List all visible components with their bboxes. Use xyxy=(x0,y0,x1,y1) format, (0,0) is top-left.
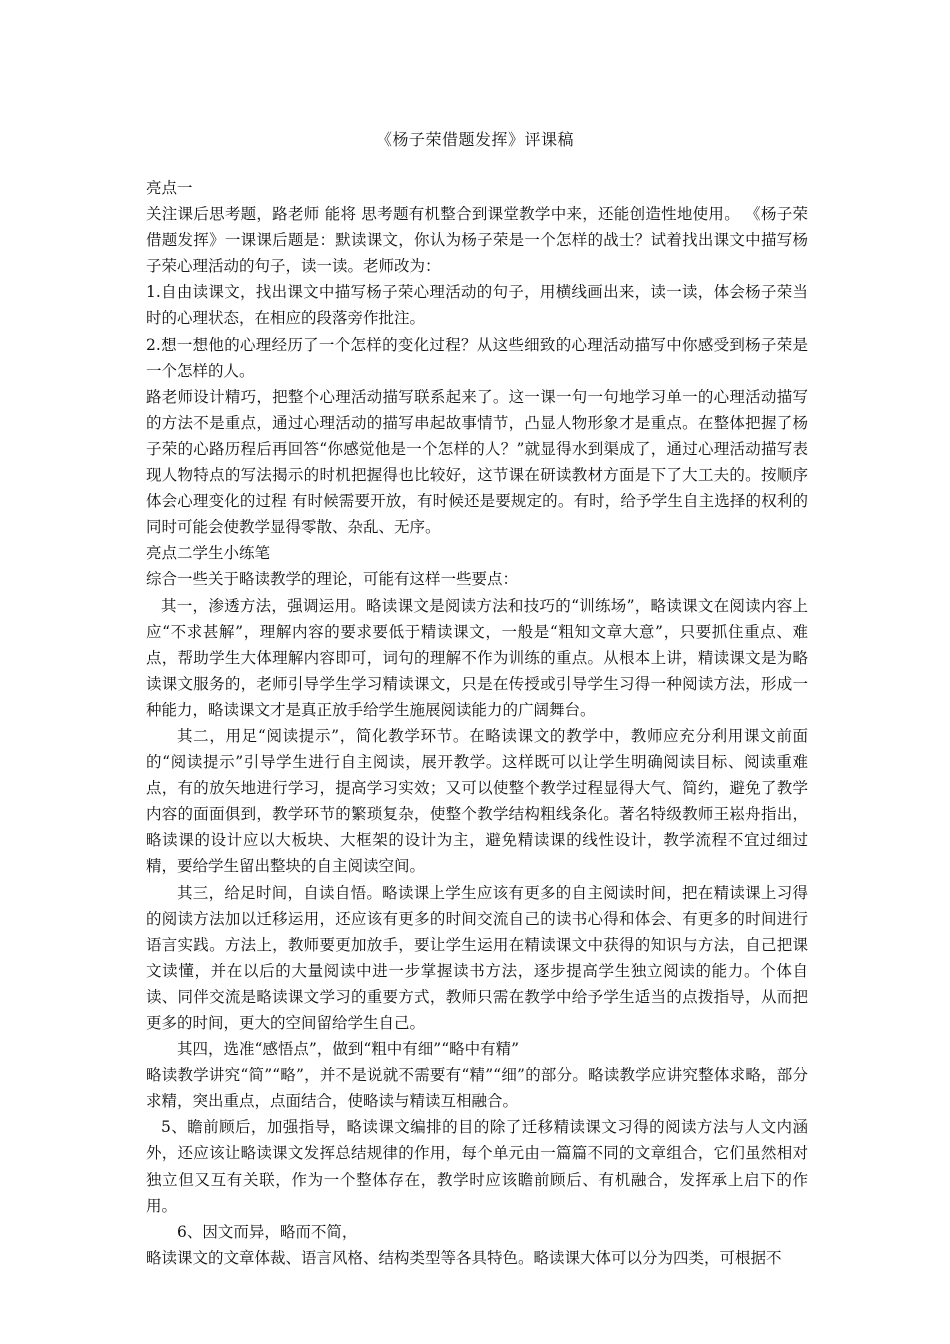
paragraph: 其一，渗透方法，强调运用。略读课文是阅读方法和技巧的“训练场”，略读课文在阅读内容上应“不求甚解”，理解内容的要求要低于精读课文，一般是“粗知文章大意”，只要抓住重点、难点，帮助学生大体理解内容即可，词句的理解不作为训练的重点。从根本上讲，精读课文是为略读课文服务的，老师引导学生学习精读课文，只是在传授或引导学生习得一种阅读方法，形成一种能力，略读课文才是真正放手给学生施展阅读能力的广阔舞台。 xyxy=(146,596,808,719)
heading-highlight-one: 亮点一 xyxy=(146,179,193,197)
document-title: 《杨子荣借题发挥》评课稿 xyxy=(375,130,574,149)
document-body xyxy=(146,175,808,1271)
paragraph: 其三，给足时间，自读自悟。略读课上学生应该有更多的自主阅读时间，把在精读课上习得的阅读方法加以迁移运用，还应该有更多的时间交流自己的读书心得和体会、有更多的时间进行语言实践。方法上，教师要更加放手，要让学生运用在精读课文中获得的知识与方法，自己把课文读懂，并在以后的大量阅读中进一步掌握读书方法，逐步提高学生独立阅读的能力。个体自读、同伴交流是略读课文学习的重要方式，教师只需在教学中给予学生适当的点拨指导，从而把更多的时间，更大的空间留给学生自己。 xyxy=(146,883,808,1032)
paragraph: 其四，选准“感悟点”，做到“粗中有细”“略中有精” xyxy=(177,1040,520,1059)
paragraph: 综合一些关于略读教学的理论，可能有这样一些要点： xyxy=(146,570,519,589)
paragraph: 其二，用足“阅读提示”，简化教学环节。在略读课文的教学中，教师应充分利用课文前面的“阅读提示”引导学生进行自主阅读，展开教学。这样既可以让学生明确阅读目标、阅读重难点，有的放矢地进行学习，提高学习实效；又可以使整个教学过程显得大气、简约，避免了教学内容的面面俱到，教学环节的繁琐复杂，使整个教学结构粗线条化。著名特级教师王崧舟指出，略读课的设计应以大板块、大框架的设计为主，避免精读课的线性设计，教学流程不宜过细过精，要给学生留出整块的自主阅读空间。 xyxy=(146,726,808,876)
heading-highlight-two: 亮点二学生小练笔 xyxy=(146,544,271,563)
paragraph: 略读教学讲究“简”“略”，并不是说就不需要有“精”“细”的部分。略读教学应讲究整体求略，部分求精，突出重点，点面结合，使略读与精读互相融合。 xyxy=(146,1066,808,1111)
paragraph: 关注课后思考题，路老师 能将 思考题有机整合到课堂教学中来，还能创造性地使用。 《杨子荣借题发挥》一课课后题是：默读课文，你认为杨子荣是一个怎样的战士？试着找出课文中描写杨子荣心理活动的句子，读一读。老师改为： xyxy=(146,205,808,276)
list-item: 2.想一想他的心理经历了一个怎样的变化过程？从这些细致的心理活动描写中你感受到杨子荣是一个怎样的人。 xyxy=(146,335,808,380)
paragraph: 略读课文的文章体裁、语言风格、结构类型等各具特色。略读课大体可以分为四类，可根据不 xyxy=(146,1248,782,1267)
paragraph: 路老师设计精巧，把整个心理活动描写联系起来了。这一课一句一句地学习单一的心理活动描写的方法不是重点，通过心理活动的描写串起故事情节，凸显人物形象才是重点。在整体把握了杨子荣的心路历程后再回答“你感觉他是一个怎样的人？”就显得水到渠成了，通过心理活动描写表现人物特点的写法揭示的时机把握得也比较好，这节课在研读教材方面是下了大工夫的。按顺序体会心理变化的过程 有时候需要开放，有时候还是要规定的。有时，给予学生自主选择的权利的同时可能会使教学显得零散、杂乱、无序。 xyxy=(146,387,808,537)
paragraph: 6、因文而异，略而不简， xyxy=(177,1222,358,1241)
paragraph: 5、瞻前顾后，加强指导，略读课文编排的目的除了迁移精读课文习得的阅读方法与人文内涵外，还应该让略读课文发挥总结规律的作用，每个单元由一篇篇不同的文章组合，它们虽然相对独立但又互有关联，作为一个整体存在，教学时应该瞻前顾后、有机融合，发挥承上启下的作用。 xyxy=(146,1118,808,1215)
list-item: 1.自由读课文，找出课文中描写杨子荣心理活动的句子，用横线画出来，读一读，体会杨子荣当时的心理状态，在相应的段落旁作批注。 xyxy=(146,283,808,328)
